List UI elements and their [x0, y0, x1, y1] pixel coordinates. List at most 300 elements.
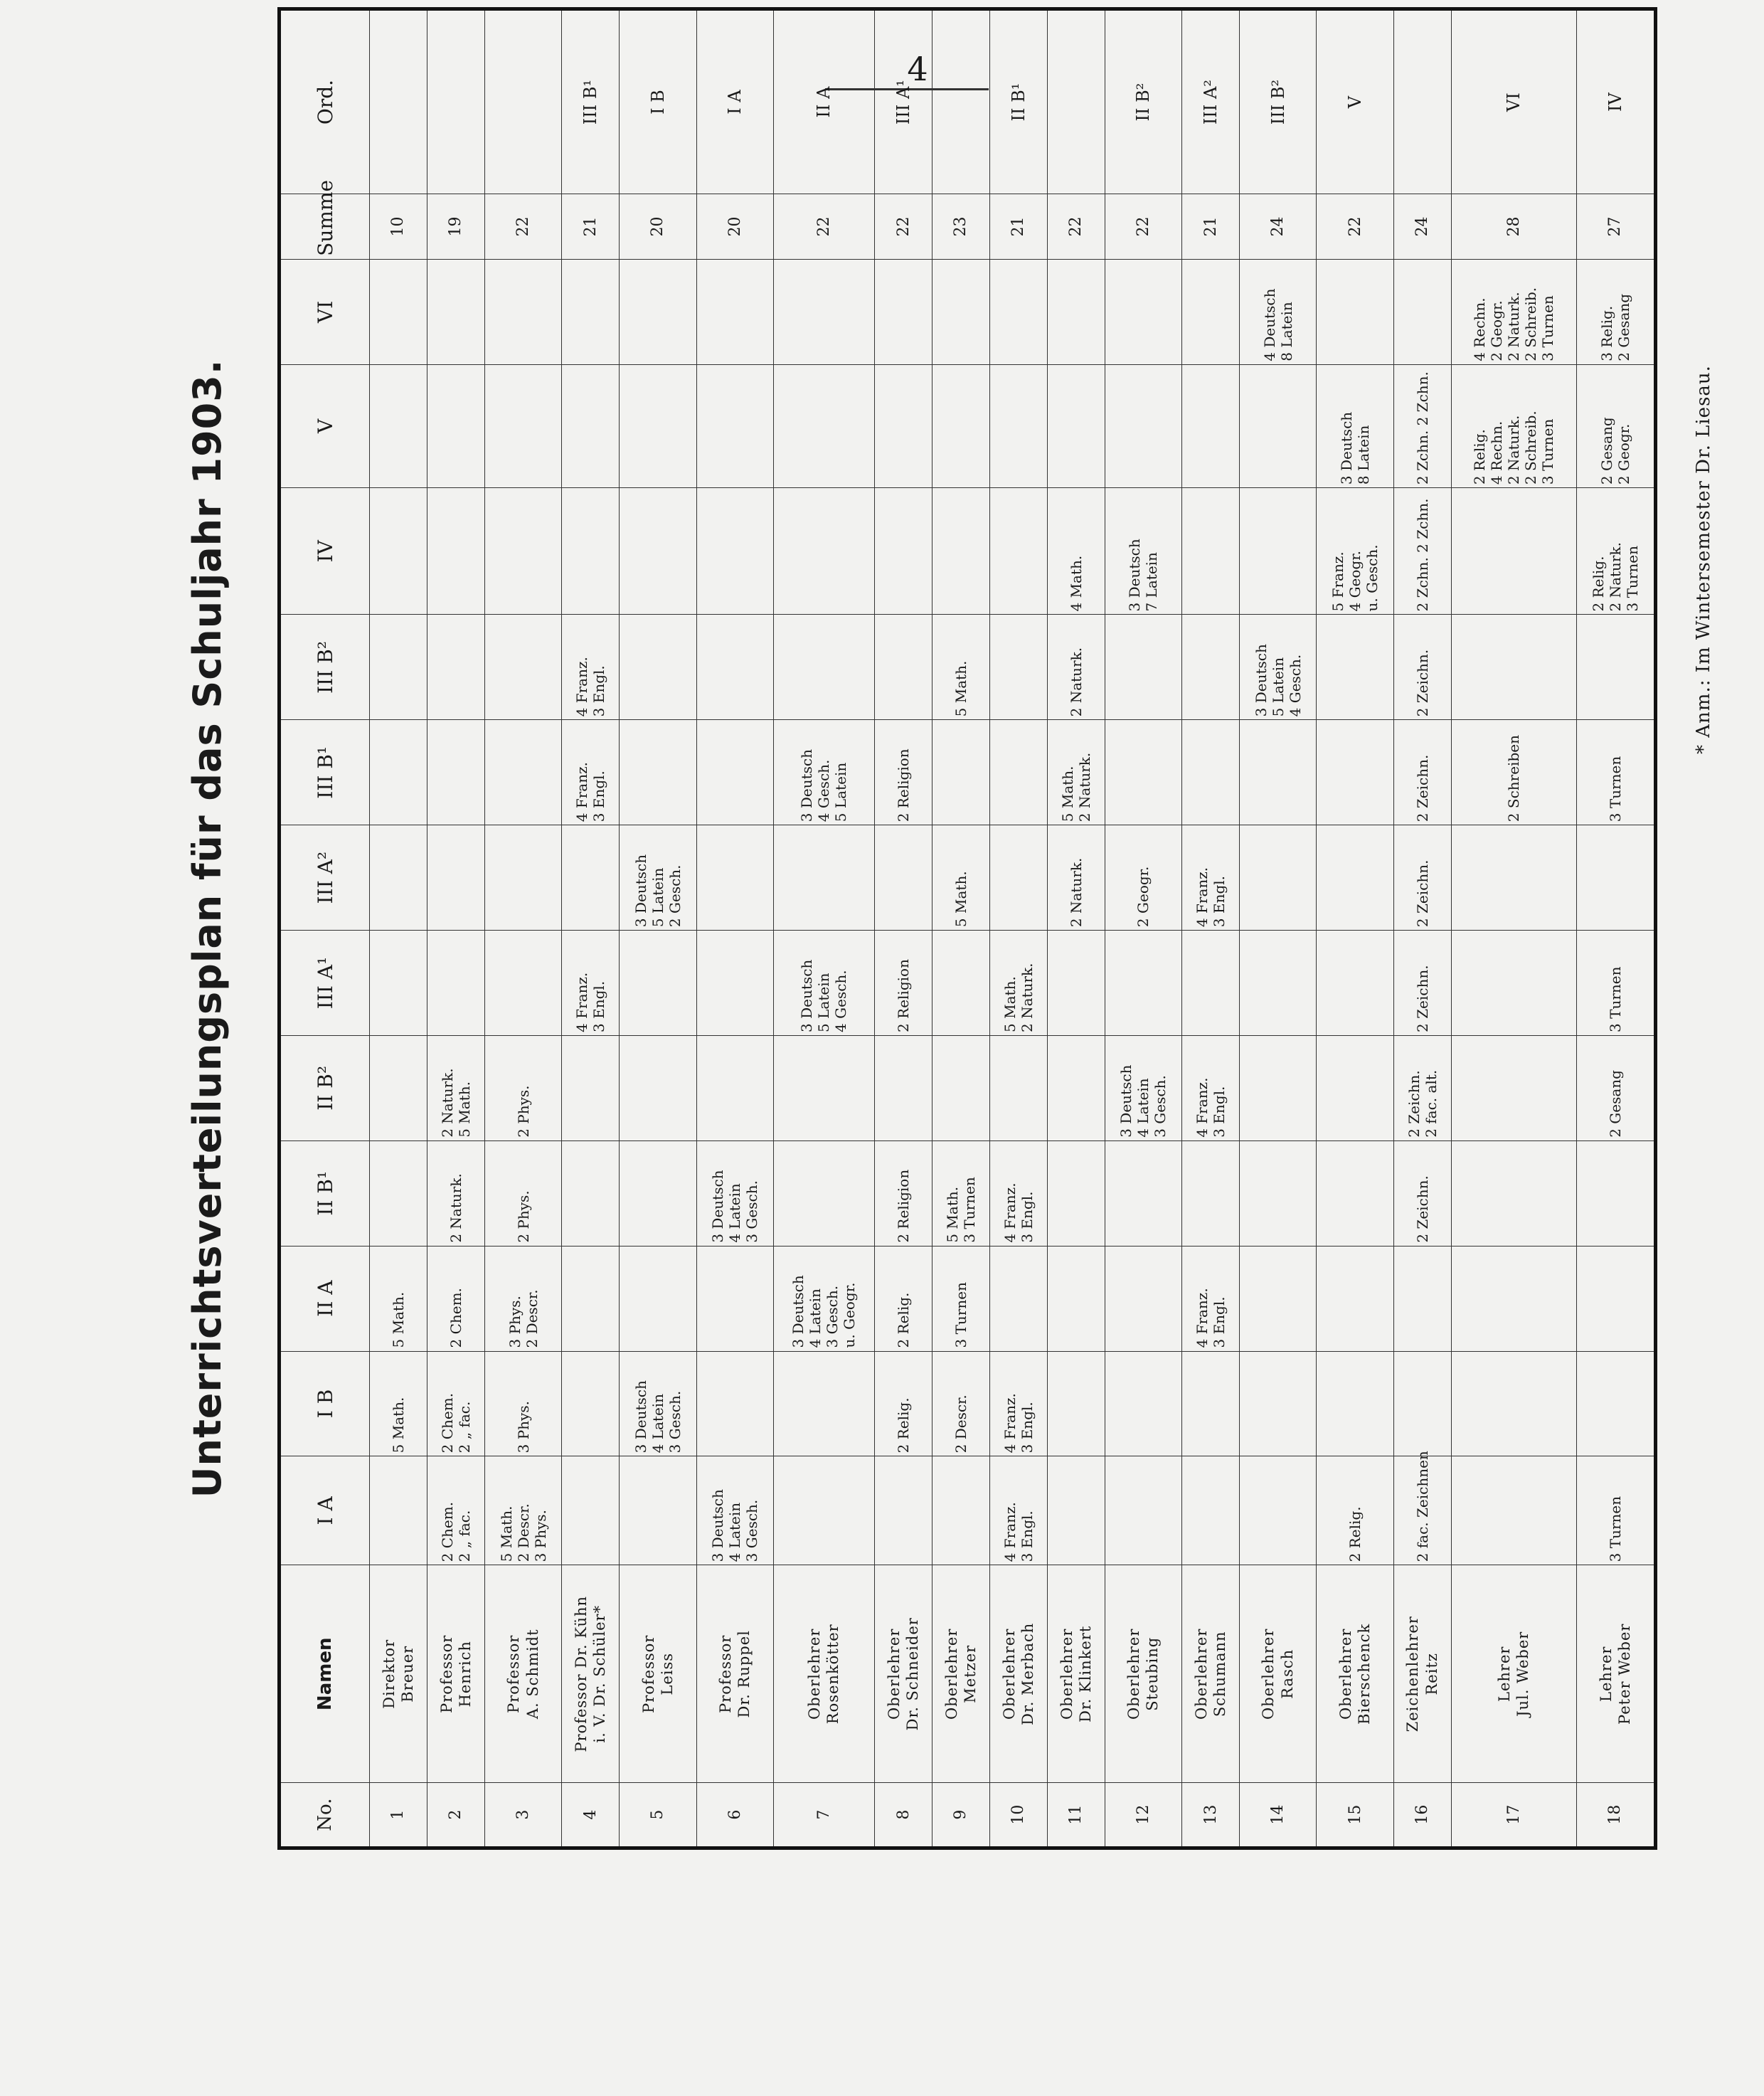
teacher-name-line: Dr. Ruppel: [735, 1630, 753, 1718]
lesson-cell: [620, 364, 696, 487]
lesson-entry: 2 fac. Zeichnen: [1413, 1451, 1431, 1562]
lesson-entry: 2 Phys.: [514, 1085, 532, 1138]
lesson-cell: [1576, 825, 1655, 931]
teacher-name: [1105, 1565, 1181, 1783]
lesson-entry: 4 Franz.: [1194, 867, 1211, 928]
teacher-name-line: Oberlehrer: [1058, 1628, 1075, 1720]
lesson-cell: [773, 931, 874, 1036]
row-number: 16: [1393, 1783, 1451, 1848]
lesson-entry: 3 Deutsch: [1338, 411, 1356, 485]
header-class: III B²: [280, 615, 370, 720]
lesson-entry: 2 Descr.: [523, 1289, 541, 1348]
lesson-entry: 4 Deutsch: [1260, 288, 1278, 361]
teacher-name-line: Professor Dr. Kühn: [572, 1595, 590, 1752]
lesson-cell: [370, 488, 427, 615]
lesson-entry: 3 Deutsch: [709, 1489, 727, 1562]
hours-total: 28: [1451, 194, 1576, 260]
row-number: 12: [1105, 1783, 1181, 1848]
lesson-cell: [370, 615, 427, 720]
hours-total: 21: [989, 194, 1047, 260]
lesson-cell: [1451, 1035, 1576, 1140]
lesson-entry: 3 Turnen: [960, 1177, 978, 1243]
ordinarius-class: IV: [1576, 9, 1655, 194]
lesson-entry: 3 Phys.: [514, 1401, 532, 1454]
lesson-cell: [1240, 364, 1317, 487]
lesson-entry: 3 Deutsch: [632, 1380, 649, 1454]
lesson-entry: 4 Latein: [1135, 1078, 1152, 1138]
lesson-cell: [1576, 1035, 1655, 1140]
lesson-entry: 2 Naturk.: [1067, 647, 1085, 717]
table-row: [1182, 9, 1240, 1848]
lesson-cell: [427, 488, 484, 615]
header-class: I A: [280, 1456, 370, 1565]
ordinarius-class: III B¹: [562, 9, 620, 194]
header-ord: Ord.: [280, 9, 370, 194]
lesson-entry: 2 Zchn. 2 Zchn.: [1413, 371, 1431, 485]
teacher-name-line: Oberlehrer: [1337, 1628, 1354, 1720]
lesson-cell: [562, 825, 620, 931]
lesson-cell: [696, 931, 773, 1036]
lesson-entry: 4 Geogr.: [1346, 551, 1364, 612]
lesson-entry: 3 Gesch.: [743, 1180, 761, 1243]
hours-total: 22: [875, 194, 933, 260]
lesson-entry: 5 Latein: [1269, 657, 1287, 717]
hours-total: 23: [932, 194, 989, 260]
lesson-cell: [773, 1035, 874, 1140]
lesson-cell: [427, 1035, 484, 1140]
header-class: III A¹: [280, 931, 370, 1036]
lesson-entry: 3 Engl.: [590, 665, 608, 717]
lesson-entry: 5 Math.: [455, 1081, 473, 1138]
lesson-cell: [1182, 931, 1240, 1036]
lesson-entry: 4 Franz.: [1001, 1502, 1019, 1562]
table-row: [1576, 9, 1655, 1848]
lesson-cell: [989, 720, 1047, 825]
lesson-cell: [1451, 364, 1576, 487]
lesson-entry: 2 Zeichn.: [1405, 1070, 1423, 1138]
teacher-name-line: Dr. Schneider: [904, 1617, 921, 1731]
teacher-name: [932, 1565, 989, 1783]
lesson-entry: 3 Engl.: [590, 771, 608, 822]
table-row: [1240, 9, 1317, 1848]
lesson-cell: [484, 1140, 561, 1246]
teacher-name-line: Oberlehrer: [885, 1628, 903, 1720]
teacher-name-line: Oberlehrer: [942, 1628, 960, 1720]
lesson-cell: [1105, 259, 1181, 364]
lesson-cell: [1393, 364, 1451, 487]
lesson-cell: [989, 259, 1047, 364]
lesson-entry: 3 Engl.: [1211, 1296, 1228, 1348]
hours-total: 24: [1393, 194, 1451, 260]
teacher-name-line: Professor: [716, 1634, 734, 1713]
lesson-entry: 2 Chem.: [447, 1288, 464, 1348]
row-number: 8: [875, 1783, 933, 1848]
lesson-cell: [620, 488, 696, 615]
ordinarius-class: [1393, 9, 1451, 194]
teacher-name-line: Lehrer: [1495, 1646, 1513, 1702]
ordinarius-class: V: [1317, 9, 1393, 194]
lesson-cell: [932, 825, 989, 931]
teacher-name: [370, 1565, 427, 1783]
lesson-cell: [1576, 1456, 1655, 1565]
ordinarius-class: II B¹: [989, 9, 1047, 194]
row-number: 2: [427, 1783, 484, 1848]
lesson-cell: [1105, 1035, 1181, 1140]
lesson-cell: [1576, 720, 1655, 825]
lesson-cell: [370, 364, 427, 487]
lesson-entry: 4 Math.: [1067, 555, 1085, 612]
teacher-name: [1240, 1565, 1317, 1783]
lesson-cell: [1317, 488, 1393, 615]
lesson-cell: [989, 1140, 1047, 1246]
hours-total: 19: [427, 194, 484, 260]
lesson-cell: [1047, 1456, 1105, 1565]
lesson-cell: [932, 259, 989, 364]
lesson-cell: [1451, 720, 1576, 825]
lesson-cell: [1105, 1140, 1181, 1246]
lesson-cell: [696, 1456, 773, 1565]
lesson-cell: [1393, 259, 1451, 364]
lesson-entry: 2 Naturk.: [1075, 752, 1093, 822]
lesson-entry: 2 Zeichn.: [1413, 965, 1431, 1032]
lesson-entry: 3 Turnen: [1606, 966, 1624, 1032]
lesson-entry: 2 Schreib.: [1522, 287, 1540, 361]
row-number: 4: [562, 1783, 620, 1848]
lesson-cell: [1240, 1456, 1317, 1565]
lesson-cell: [484, 931, 561, 1036]
lesson-cell: [1393, 1351, 1451, 1456]
lesson-entry: 3 Gesch.: [666, 1390, 684, 1454]
lesson-entry: 5 Franz.: [1329, 551, 1347, 612]
header-class: II B¹: [280, 1140, 370, 1246]
lesson-cell: [484, 1035, 561, 1140]
ordinarius-class: [1047, 9, 1105, 194]
lesson-cell: [1576, 615, 1655, 720]
lesson-entry: 4 Gesch.: [832, 970, 850, 1032]
teacher-name-line: Oberlehrer: [1000, 1628, 1018, 1720]
lesson-cell: [932, 1140, 989, 1246]
lesson-cell: [1451, 1246, 1576, 1351]
lesson-cell: [427, 720, 484, 825]
lesson-cell: [484, 1456, 561, 1565]
lesson-cell: [562, 1035, 620, 1140]
table-row: [1105, 9, 1181, 1848]
lesson-cell: [1182, 825, 1240, 931]
lesson-cell: [427, 1246, 484, 1351]
lesson-cell: [696, 615, 773, 720]
lesson-cell: [427, 931, 484, 1036]
lesson-entry: 3 Phys.: [531, 1509, 549, 1562]
lesson-cell: [1393, 615, 1451, 720]
teacher-name-line: Metzer: [961, 1644, 979, 1703]
lesson-cell: [620, 1035, 696, 1140]
lesson-entry: 4 Latein: [649, 1393, 666, 1454]
lesson-cell: [773, 615, 874, 720]
lesson-entry: 3 Engl.: [1018, 1402, 1036, 1454]
lesson-cell: [562, 615, 620, 720]
lesson-entry: 4 Rechn.: [1488, 420, 1506, 485]
teacher-name-line: Zeichenlehrer: [1404, 1616, 1422, 1732]
lesson-cell: [1317, 1456, 1393, 1565]
lesson-cell: [696, 720, 773, 825]
lesson-cell: [1105, 1456, 1181, 1565]
lesson-entry: 3 Deutsch: [1252, 644, 1270, 717]
lesson-cell: [696, 1246, 773, 1351]
teacher-name-line: Oberlehrer: [1192, 1628, 1210, 1720]
teacher-name-line: Schumann: [1211, 1631, 1229, 1717]
lesson-entry: 2 Religion: [895, 1169, 912, 1243]
teacher-name-line: Leiss: [658, 1652, 676, 1695]
lesson-entry: 2 Gesang: [1606, 1070, 1624, 1138]
lesson-cell: [1317, 1035, 1393, 1140]
header-no: No.: [280, 1783, 370, 1848]
lesson-cell: [484, 1351, 561, 1456]
row-number: 5: [620, 1783, 696, 1848]
lesson-cell: [370, 1035, 427, 1140]
lesson-cell: [1317, 1140, 1393, 1246]
hours-total: 22: [484, 194, 561, 260]
table-row: [1317, 9, 1393, 1848]
lesson-cell: [1317, 259, 1393, 364]
lesson-cell: [620, 825, 696, 931]
lesson-entry: 3 Deutsch: [798, 749, 816, 822]
lesson-cell: [932, 1456, 989, 1565]
hours-total: 22: [1105, 194, 1181, 260]
lesson-entry: 2 Zeichn.: [1413, 859, 1431, 928]
lesson-entry: 3 Turnen: [1539, 295, 1557, 361]
lesson-cell: [562, 259, 620, 364]
hours-total: 22: [773, 194, 874, 260]
hours-total: 20: [696, 194, 773, 260]
lesson-cell: [696, 1140, 773, 1246]
lesson-cell: [1393, 931, 1451, 1036]
lesson-cell: [875, 615, 933, 720]
lesson-entry: 5 Math.: [952, 660, 969, 717]
row-number: 9: [932, 1783, 989, 1848]
teacher-name-line: i. V. Dr. Schüler*: [591, 1604, 609, 1743]
lesson-entry: 8 Latein: [1277, 302, 1295, 361]
lesson-cell: [370, 1140, 427, 1246]
hours-total: 22: [1317, 194, 1393, 260]
lesson-cell: [1576, 1246, 1655, 1351]
lesson-entry: 2 Gesch.: [666, 864, 684, 928]
lesson-cell: [1451, 259, 1576, 364]
teacher-name-line: Peter Weber: [1615, 1623, 1633, 1725]
hours-total: 20: [620, 194, 696, 260]
lesson-entry: u. Gesch.: [1364, 544, 1381, 612]
ordinarius-class: II B²: [1105, 9, 1181, 194]
lesson-entry: 2 Relig.: [1346, 1506, 1364, 1562]
lesson-entry: 2 Relig.: [895, 1292, 912, 1348]
lesson-entry: 4 Franz.: [1194, 1077, 1211, 1138]
row-number: 3: [484, 1783, 561, 1848]
teacher-name-line: Professor: [639, 1634, 657, 1713]
row-number: 14: [1240, 1783, 1317, 1848]
header-class: I B: [280, 1351, 370, 1456]
ordinarius-class: III A¹: [875, 9, 933, 194]
header-class: III B¹: [280, 720, 370, 825]
lesson-entry: 2 Zchn. 2 Zchn.: [1413, 498, 1431, 612]
lesson-entry: 2 Phys.: [514, 1190, 532, 1243]
lesson-entry: 4 Franz.: [573, 972, 591, 1032]
lesson-cell: [427, 1351, 484, 1456]
lesson-entry: 4 Latein: [807, 1288, 824, 1348]
lesson-cell: [1105, 615, 1181, 720]
teacher-name-line: Oberlehrer: [1260, 1628, 1277, 1720]
teacher-name-line: Oberlehrer: [806, 1628, 824, 1720]
lesson-cell: [484, 615, 561, 720]
ordinarius-class: [484, 9, 561, 194]
lesson-entry: 3 Engl.: [1211, 875, 1228, 928]
lesson-entry: 2 Zeichn.: [1413, 649, 1431, 717]
lesson-cell: [696, 1351, 773, 1456]
lesson-cell: [989, 1351, 1047, 1456]
table-row: [696, 9, 773, 1848]
lesson-entry: 3 Engl.: [1211, 1086, 1228, 1138]
lesson-cell: [696, 488, 773, 615]
lesson-entry: 5 Math.: [497, 1505, 515, 1562]
lesson-entry: 2 Zeichn.: [1413, 1175, 1431, 1243]
lesson-cell: [989, 364, 1047, 487]
lesson-cell: [1317, 1351, 1393, 1456]
lesson-cell: [1182, 1351, 1240, 1456]
lesson-cell: [427, 1456, 484, 1565]
lesson-entry: 2 Geogr.: [1615, 423, 1632, 485]
lesson-entry: 2 Naturk.: [1606, 542, 1624, 612]
lesson-entry: 3 Deutsch: [632, 854, 649, 928]
lesson-cell: [620, 615, 696, 720]
lesson-cell: [1182, 615, 1240, 720]
table-row: [773, 9, 874, 1848]
lesson-cell: [1182, 259, 1240, 364]
lesson-cell: [1240, 259, 1317, 364]
teacher-name-line: Breuer: [398, 1645, 416, 1703]
lesson-cell: [427, 825, 484, 931]
teacher-name: [484, 1565, 561, 1783]
lesson-cell: [1576, 488, 1655, 615]
lesson-entry: 3 Gesch.: [1152, 1075, 1169, 1138]
lesson-entry: 2 Zeichn.: [1413, 754, 1431, 822]
lesson-cell: [989, 1035, 1047, 1140]
teacher-name: [989, 1565, 1047, 1783]
lesson-cell: [1317, 931, 1393, 1036]
lesson-entry: 2 Geogr.: [1135, 866, 1152, 928]
ordinarius-class: [370, 9, 427, 194]
lesson-cell: [1393, 1451, 1451, 1565]
lesson-cell: [1393, 488, 1451, 615]
ordinarius-class: II A: [773, 9, 874, 194]
lesson-entry: 5 Math.: [1058, 766, 1076, 822]
lesson-entry: 4 Franz.: [1001, 1182, 1019, 1243]
lesson-cell: [562, 364, 620, 487]
ordinarius-class: VI: [1451, 9, 1576, 194]
lesson-cell: [562, 1140, 620, 1246]
lesson-cell: [773, 720, 874, 825]
lesson-cell: [875, 488, 933, 615]
hours-total: 21: [1182, 194, 1240, 260]
lesson-cell: [484, 364, 561, 487]
lesson-cell: [1393, 1035, 1451, 1140]
lesson-cell: [427, 615, 484, 720]
lesson-entry: 3 Deutsch: [1126, 539, 1144, 612]
hours-total: 10: [370, 194, 427, 260]
row-number: 10: [989, 1783, 1047, 1848]
lesson-cell: [1105, 720, 1181, 825]
lesson-cell: [1240, 825, 1317, 931]
ordinarius-class: I B: [620, 9, 696, 194]
lesson-cell: [1317, 720, 1393, 825]
header-row: [280, 9, 370, 1848]
lesson-entry: 3 Turnen: [952, 1282, 969, 1348]
teacher-name: [562, 1565, 620, 1783]
lesson-cell: [875, 259, 933, 364]
lesson-entry: 5 Latein: [815, 973, 833, 1032]
lesson-entry: 3 Gesch.: [824, 1285, 841, 1348]
lesson-cell: [1240, 1035, 1317, 1140]
lesson-cell: [989, 488, 1047, 615]
lesson-cell: [1240, 1246, 1317, 1351]
lesson-cell: [1105, 1351, 1181, 1456]
lesson-entry: 2 Naturk.: [1018, 963, 1036, 1032]
table-row: [875, 9, 933, 1848]
row-number: 1: [370, 1783, 427, 1848]
lesson-entry: 3 Engl.: [1018, 1510, 1036, 1562]
lesson-cell: [1576, 1351, 1655, 1456]
lesson-entry: 2 fac. alt.: [1422, 1069, 1440, 1138]
teacher-name-line: Oberlehrer: [1125, 1628, 1143, 1720]
teacher-name: [1047, 1565, 1105, 1783]
lesson-cell: [484, 259, 561, 364]
teacher-name-line: Dr. Merbach: [1019, 1622, 1036, 1725]
lesson-cell: [1451, 615, 1576, 720]
lesson-cell: [484, 825, 561, 931]
teacher-name: [620, 1565, 696, 1783]
lesson-cell: [1047, 931, 1105, 1036]
lesson-entry: 2 Naturk.: [1067, 857, 1085, 928]
lesson-entry: 2 Relig.: [1589, 556, 1607, 612]
teacher-name: [1393, 1565, 1451, 1783]
lesson-cell: [875, 825, 933, 931]
teacher-name-line: Direktor: [380, 1639, 398, 1709]
lesson-entry: 3 Deutsch: [790, 1275, 807, 1348]
lesson-cell: [1576, 931, 1655, 1036]
lesson-cell: [989, 1246, 1047, 1351]
teacher-name-line: A. Schmidt: [524, 1629, 541, 1720]
row-number: 11: [1047, 1783, 1105, 1848]
table-row: [562, 9, 620, 1848]
lesson-entry: 4 Latein: [726, 1502, 744, 1562]
page-number: 4: [907, 50, 928, 88]
lesson-entry: 3 Engl.: [590, 980, 608, 1032]
lesson-cell: [562, 488, 620, 615]
lesson-entry: 3 Deutsch: [798, 959, 816, 1032]
lesson-entry: 4 Franz.: [573, 657, 591, 717]
lesson-entry: 3 Turnen: [1606, 1496, 1624, 1562]
lesson-cell: [1182, 364, 1240, 487]
teacher-name: [1317, 1565, 1393, 1783]
lesson-cell: [1047, 1246, 1105, 1351]
ordinarius-class: III B²: [1240, 9, 1317, 194]
lesson-entry: 7 Latein: [1143, 552, 1161, 612]
ordinarius-class: III A²: [1182, 9, 1240, 194]
lesson-entry: 3 Turnen: [1623, 546, 1641, 612]
row-number: 15: [1317, 1783, 1393, 1848]
lesson-entry: 2 Relig.: [1471, 429, 1489, 485]
lesson-cell: [1451, 1456, 1576, 1565]
lesson-entry: 2 Religion: [895, 959, 912, 1032]
table-row: [427, 9, 484, 1848]
lesson-entry: 3 Deutsch: [1117, 1064, 1135, 1138]
